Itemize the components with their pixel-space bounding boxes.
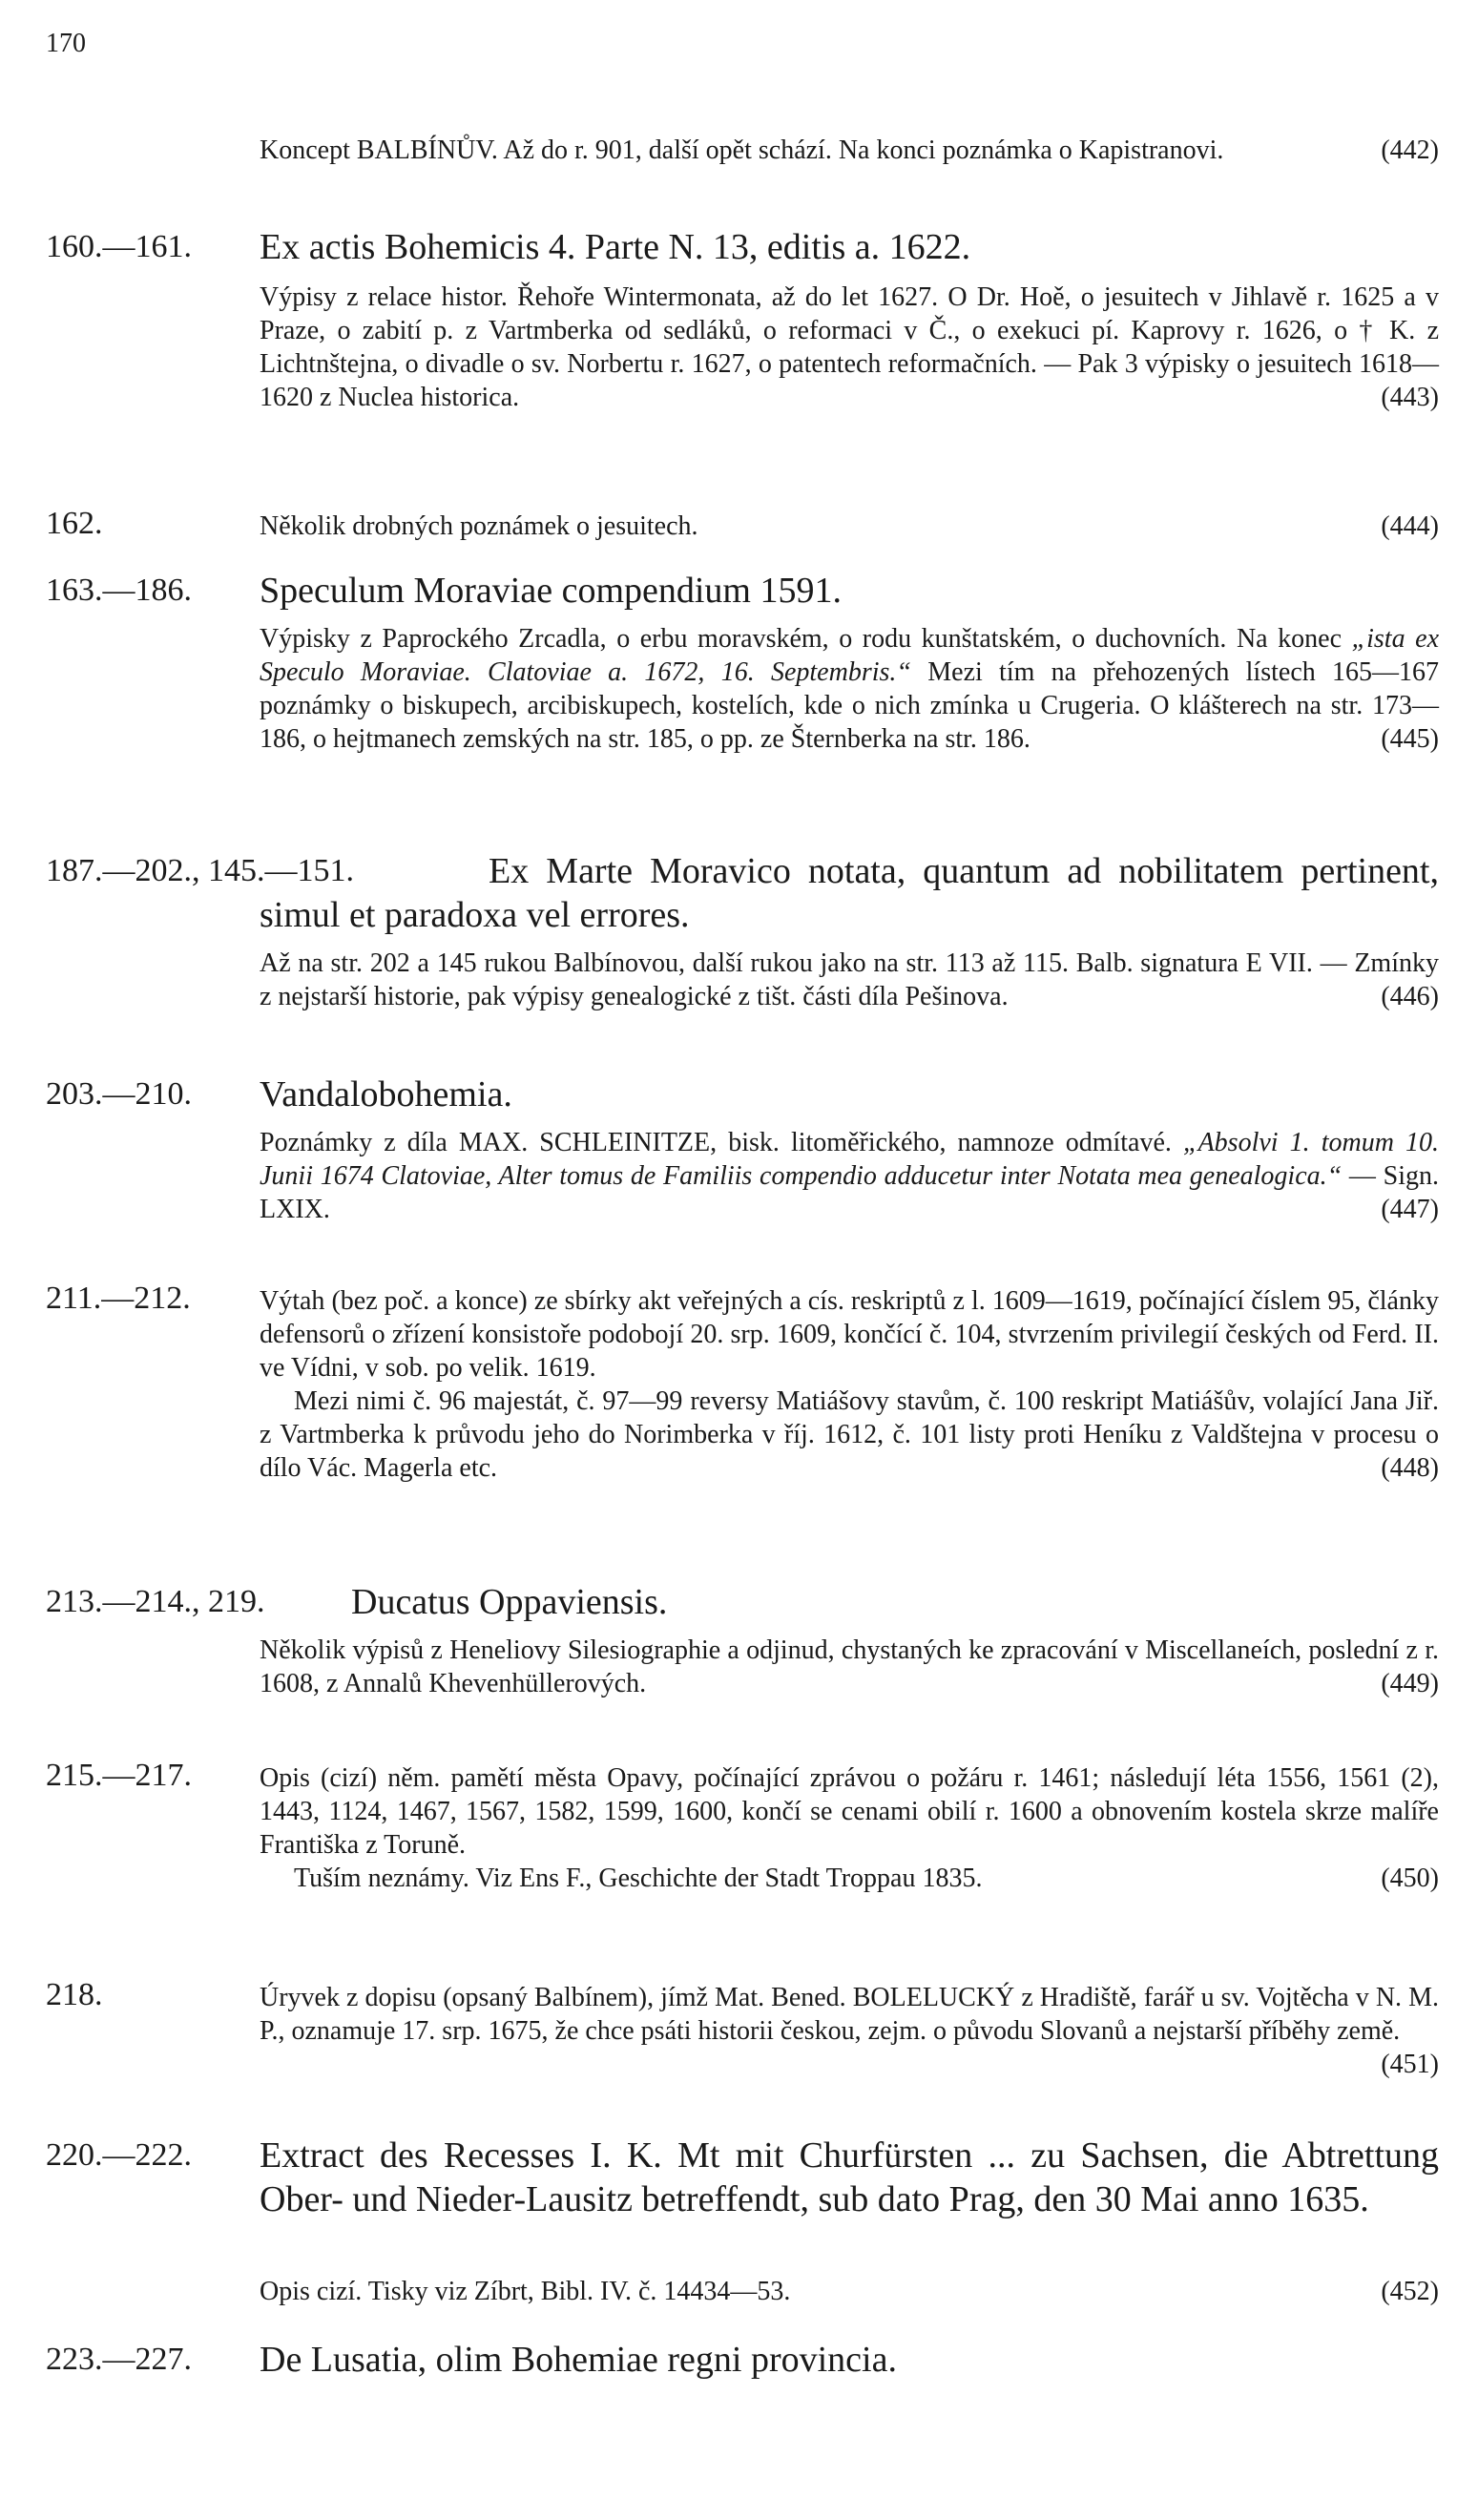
entry-text: Koncept BALBÍNŮV. Až do r. 901, další opět schází. Na konci poznámka o Kapistranovi. [260, 135, 1224, 165]
entry-body [260, 1284, 1439, 1485]
entry-body [260, 281, 1439, 414]
folio-number: 223.—227. [46, 2342, 192, 2377]
catalog-ref: (452) [1381, 2277, 1439, 2306]
page-number: 170 [46, 29, 86, 58]
entry-text: Až na str. 202 a 145 rukou Balbínovou, další rukou jako na str. 113 až 115. Balb. signatura E VII. — Zmínky z nejstarší historie, pak výpisy genealogické z tišt. části díla Pešinova. [260, 948, 1439, 1011]
catalog-ref: (451) [1381, 2050, 1439, 2079]
entry-body [260, 1126, 1439, 1226]
entry-text: — Sign. LXIX. [260, 1161, 1439, 1224]
entry-body [260, 947, 1439, 1013]
entry-text: Mezi nimi č. 96 majestát, č. 97—99 reversy Matiášovy stavům, č. 100 reskript Matiášův, volající Jana Jiř. z Vartmberka k průvodu jeho do Norimberka v říj. 1612, č. 101 listy proti Heníku z Valdštejna v procesu o dílo Vác. Magerla etc. [260, 1386, 1439, 1483]
entry-title: Vandalobohemia. [260, 1074, 512, 1114]
entry-quote: „ista ex Speculo Moraviae. Clatoviae a. 1672, 16. Septembris.“ [260, 624, 1439, 687]
catalog-ref: (449) [1381, 1669, 1439, 1698]
entry-text: Několik drobných poznámek o jesuitech. [260, 511, 698, 541]
entry-text: Výpisy z relace histor. Řehoře Wintermonata, až do let 1627. O Dr. Hoě, o jesuitech v Jihlavě r. 1625 a v Praze, o zabití p. z Vartmberka od sedláků, o reformaci v Č., o exekuci pí. Kaprovy r. 1626, o † K. z Lichtnštejna, o divadle o sv. Norbertu r. 1627, o patentech reformačních. — Pak 3 výpisky o jesuitech 1618—1620 z Nuclea historica. [260, 282, 1439, 412]
catalog-ref: (448) [1381, 1453, 1439, 1483]
folio-number: 187.—202., 145.—151. [46, 853, 354, 888]
catalog-ref: (445) [1381, 724, 1439, 754]
entry-title: Extract des Recesses I. K. Mt mit Churfürsten ... zu Sachsen, die Abtrettung Ober- und Nieder-Lausitz betreffendt, sub dato Prag, den 30 Mai anno 1635. [260, 2135, 1439, 2219]
entry-text: Opis (cizí) něm. pamětí města Opavy, počínající zprávou o požáru r. 1461; následují léta 1556, 1561 (2), 1443, 1124, 1467, 1567, 1582, 1599, 1600, končí se cenami obilí r. 1600 a obnovením kostela skrze malíře Františka z Toruně. [260, 1763, 1439, 1860]
entry-body [260, 134, 1439, 167]
entry-body [260, 1634, 1439, 1700]
entry-text: Výtah (bez poč. a konce) ze sbírky akt veřejných a cís. reskriptů z l. 1609—1619, počínající číslem 95, články defensorů o zřízení konsistoře podobojí 20. srp. 1609, končící č. 104, stvrzením privilegií českých od Ferd. II. ve Vídni, v sob. po velik. 1619. [260, 1286, 1439, 1383]
folio-number: 213.—214., 219. [46, 1584, 265, 1619]
catalog-ref: (447) [1381, 1195, 1439, 1224]
entry-title: Ex Marte Moravico notata, quantum ad nobilitatem pertinent, simul et paradoxa vel errores. [260, 851, 1439, 935]
entry-body [260, 1761, 1439, 1895]
entry-text: Úryvek z dopisu (opsaný Balbínem), jímž Mat. Bened. BOLELUCKÝ z Hradiště, farář u sv. Vojtěcha v N. M. P., oznamuje 17. srp. 1675, že chce psáti historii českou, zejm. o původu Slovanů a nejstarší příběhy země. [260, 1983, 1439, 2046]
folio-number: 220.—222. [46, 2137, 192, 2173]
entry-title: Ducatus Oppaviensis. [351, 1582, 668, 1622]
folio-number: 215.—217. [46, 1758, 192, 1793]
catalog-ref: (450) [1381, 1864, 1439, 1893]
catalog-ref: (446) [1381, 982, 1439, 1011]
folio-number: 203.—210. [46, 1076, 192, 1112]
entry-title: Speculum Moraviae compendium 1591. [260, 571, 842, 611]
folio-number: 160.—161. [46, 229, 192, 264]
entry-quote: „Absolvi 1. tomum 10. Junii 1674 Clatoviae, Alter tomus de Familiis compendio adducetur inter Notata mea genealogica.“ [260, 1128, 1440, 1191]
entry-text: Několik výpisů z Heneliovy Silesiographie a odjinud, chystaných ke zpracování v Miscellaneích, poslední z r. 1608, z Annalů Khevenhüllerových. [260, 1635, 1439, 1698]
entry-text: Poznámky z díla MAX. SCHLEINITZE, bisk. litoměřického, namnoze odmítavé. [260, 1128, 1172, 1157]
entry-text: Mezi tím na přehozených lístech 165—167 poznámky o biskupech, arcibiskupech, kostelích, kde o nich zmínka u Crugeria. O klášterech na str. 173—186, o hejtmanech zemských na str. 185, o pp. ze Šternberka na str. 186. [260, 657, 1440, 754]
entry-text: Opis cizí. Tisky viz Zíbrt, Bibl. IV. č. 14434—53. [260, 2277, 791, 2306]
catalog-ref: (442) [1381, 135, 1439, 165]
entry-body [260, 1981, 1439, 2081]
catalog-ref: (444) [1381, 511, 1439, 541]
folio-number: 162. [46, 506, 103, 541]
entry-title: Ex actis Bohemicis 4. Parte N. 13, editis a. 1622. [260, 227, 971, 267]
catalog-ref: (443) [1381, 383, 1439, 412]
folio-number: 163.—186. [46, 573, 192, 608]
entry-body [260, 510, 1439, 543]
entry-title: De Lusatia, olim Bohemiae regni provincia. [260, 2340, 897, 2380]
entry-body [260, 622, 1439, 756]
folio-number: 218. [46, 1977, 103, 2012]
entry-body [260, 2275, 1439, 2308]
entry-text: Výpisky z Paprockého Zrcadla, o erbu moravském, o rodu kunštatském, o duchovních. Na konec [260, 624, 1342, 654]
entry-text: Tuším neznámy. Viz Ens F., Geschichte der Stadt Troppau 1835. [294, 1864, 983, 1893]
folio-number: 211.—212. [46, 1281, 191, 1316]
